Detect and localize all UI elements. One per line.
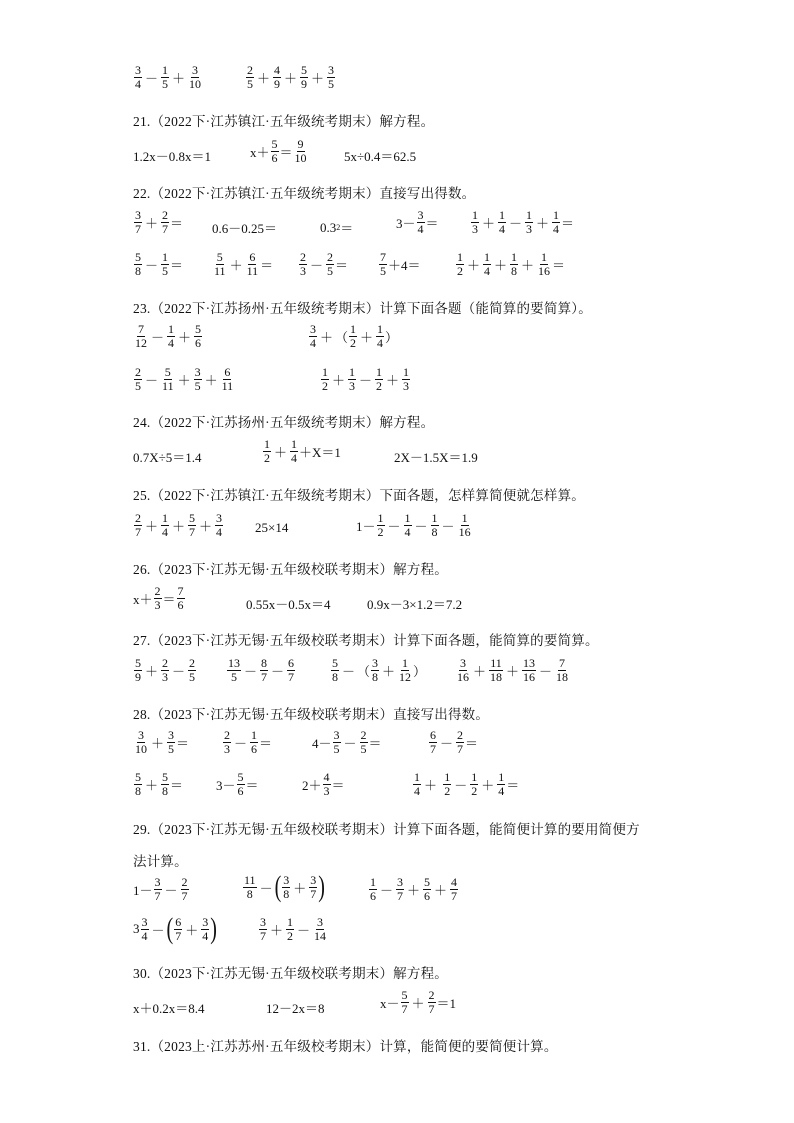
equation-q26-b: 0.55x－0.5x＝4 xyxy=(246,597,331,612)
equation-q26-c: 0.9x－3×1.2＝7.2 xyxy=(367,597,463,612)
equation-q21-a: 1.2x－0.8x＝1 xyxy=(133,149,212,164)
expression-q22-b: 0.6－0.25＝ xyxy=(212,221,278,236)
expression-q22-c: 0.3 2 ＝ xyxy=(320,219,354,236)
question-29-heading: 29.（2023下·江苏无锡·五年级校联考期末）计算下面各题，能简便计算的要用简便方 xyxy=(133,822,640,837)
question-25-heading: 25.（2022下·江苏镇江·五年级统考期末）下面各题，怎样算简便就怎样算。 xyxy=(133,488,585,503)
expression-q23-c: $\frac{2}{5}$ － $\frac{5}{11}$ ＋ $\frac{3}{5}$ ＋ $\frac{6}{11}$ xyxy=(135,365,234,393)
question-31-heading: 31.（2023上·江苏苏州·五年级校考期末）计算，能简便的要简便计算。 xyxy=(133,1039,558,1054)
expression-q27-a: $\frac{5}{9}$ ＋ $\frac{2}{3}$ － $\frac{2}{5}$ xyxy=(135,656,196,684)
equation-q24-c: 2X－1.5X＝1.9 xyxy=(394,450,478,465)
expression-q25-c: 1－ $\frac{1}{2}$ － $\frac{1}{4}$ － $\frac{1}{8}$ － $\frac{1}{16}$ xyxy=(356,511,471,539)
expression-q22-f: $\frac{5}{8}$ － $\frac{1}{5}$ ＝ xyxy=(135,250,184,278)
question-26-heading: 26.（2023下·江苏无锡·五年级校联考期末）解方程。 xyxy=(133,562,448,577)
expression-q22-h: $\frac{2}{3}$ － $\frac{2}{5}$ ＝ xyxy=(300,250,349,278)
expression-q27-c: $\frac{5}{8}$ － （ $\frac{3}{8}$ ＋ $\frac{1}{12}$ ） xyxy=(332,656,427,684)
expression-q23-d: $\frac{1}{2}$ ＋ $\frac{1}{3}$ － $\frac{1}{2}$ ＋ $\frac{1}{3}$ xyxy=(322,365,410,393)
question-21-heading: 21.（2022下·江苏镇江·五年级统考期末）解方程。 xyxy=(133,114,435,129)
expression-q27-d: $\frac{3}{16}$ ＋ $\frac{11}{18}$ ＋ $\frac{13}{16}$ － $\frac{7}{18}$ xyxy=(457,656,569,684)
question-22-heading: 22.（2022下·江苏镇江·五年级统考期末）直接写出得数。 xyxy=(133,186,476,201)
expression-q28-h: $\frac{1}{4}$ ＋ $\frac{1}{2}$ － $\frac{1}{2}$ ＋ $\frac{1}{4}$ ＝ xyxy=(414,770,520,798)
question-29-heading-cont: 法计算。 xyxy=(133,854,188,869)
expression-q22-e: $\frac{1}{3}$ ＋ $\frac{1}{4}$ － $\frac{1}{3}$ ＋ $\frac{1}{4}$ ＝ xyxy=(472,208,575,236)
expression-q28-f: 3－ $\frac{5}{6}$ ＝ xyxy=(216,770,259,798)
expression-q23-a: $\frac{7}{12}$ － $\frac{1}{4}$ ＋ $\frac{5}{6}$ xyxy=(135,322,202,350)
expression-q28-d: $\frac{6}{7}$ － $\frac{2}{7}$ ＝ xyxy=(430,728,479,756)
question-28-heading: 28.（2023下·江苏无锡·五年级校联考期末）直接写出得数。 xyxy=(133,707,490,722)
expression-q20-b: $\frac{2}{5}$ ＋ $\frac{4}{9}$ ＋ $\frac{5}{9}$ ＋ $\frac{3}{5}$ xyxy=(247,63,335,91)
expression-q29-e: $\frac{3}{7}$ ＋ $\frac{1}{2}$ － $\frac{3}{14}$ xyxy=(260,915,327,943)
expression-q29-b: $\frac{11}{8}$ － ( $\frac{3}{8}$ ＋ $\frac{3}{7}$ ) xyxy=(244,870,325,904)
expression-q28-b: $\frac{2}{3}$ － $\frac{1}{6}$ ＝ xyxy=(224,728,273,756)
expression-q29-c: $\frac{1}{6}$ － $\frac{3}{7}$ ＋ $\frac{5}{6}$ ＋ $\frac{4}{7}$ xyxy=(370,875,458,903)
expression-q29-a: 1－ $\frac{3}{7}$ － $\frac{2}{7}$ xyxy=(133,875,188,903)
equation-q24-b: $\frac{1}{2}$ ＋ $\frac{1}{4}$ ＋X＝1 xyxy=(264,437,341,465)
equation-q24-a: 0.7X÷5＝1.4 xyxy=(133,450,202,465)
expression-q28-g: 2＋ $\frac{4}{3}$ ＝ xyxy=(302,770,345,798)
expression-q23-b: $\frac{3}{4}$ ＋ （ $\frac{1}{2}$ ＋ $\frac{1}{4}$ ） xyxy=(310,322,399,350)
equation-q21-b: x＋ $\frac{5}{6}$ ＝ $\frac{9}{10}$ xyxy=(250,137,307,165)
expression-q25-b: 25×14 xyxy=(255,520,289,535)
expression-q25-a: $\frac{2}{7}$ ＋ $\frac{1}{4}$ ＋ $\frac{5}{7}$ ＋ $\frac{3}{4}$ xyxy=(135,511,223,539)
equation-q26-a: x＋ $\frac{2}{3}$ ＝ $\frac{7}{6}$ xyxy=(133,584,184,612)
question-24-heading: 24.（2022下·江苏扬州·五年级统考期末）解方程。 xyxy=(133,415,435,430)
expression-q28-e: $\frac{5}{8}$ ＋ $\frac{5}{8}$ ＝ xyxy=(135,770,184,798)
expression-q29-d: 3 $\frac{3}{4}$ － ( $\frac{6}{7}$ ＋ $\frac{3}{4}$ ) xyxy=(133,912,217,946)
expression-q22-d: 3－ $\frac{3}{4}$ ＝ xyxy=(396,208,439,236)
expression-q28-c: 4－ $\frac{3}{5}$ － $\frac{2}{5}$ ＝ xyxy=(312,728,382,756)
equation-q30-a: x＋0.2x＝8.4 xyxy=(133,1001,205,1016)
expression-q22-i: $\frac{7}{5}$ ＋4＝ xyxy=(380,250,421,278)
question-27-heading: 27.（2023下·江苏无锡·五年级校联考期末）计算下面各题，能简算的要简算。 xyxy=(133,633,599,648)
expression-q20-a: $\frac{3}{4}$ － $\frac{1}{5}$ ＋ $\frac{3}{10}$ xyxy=(135,63,202,91)
expression-q22-g: $\frac{5}{11}$ ＋ $\frac{6}{11}$ ＝ xyxy=(214,250,274,278)
expression-q27-b: $\frac{13}{5}$ － $\frac{8}{7}$ － $\frac{6}{7}$ xyxy=(228,656,295,684)
expression-q28-a: $\frac{3}{10}$ ＋ $\frac{3}{5}$ ＝ xyxy=(135,728,190,756)
equation-q30-b: 12－2x＝8 xyxy=(266,1001,325,1016)
equation-q30-c: x－ $\frac{5}{7}$ ＋ $\frac{2}{7}$ ＝1 xyxy=(380,988,457,1016)
question-30-heading: 30.（2023下·江苏无锡·五年级校联考期末）解方程。 xyxy=(133,966,448,981)
equation-q21-c: 5x÷0.4＝62.5 xyxy=(344,149,417,164)
question-23-heading: 23.（2022下·江苏扬州·五年级统考期末）计算下面各题（能简算的要简算）。 xyxy=(133,301,592,316)
expression-q22-a: $\frac{3}{7}$ ＋ $\frac{2}{7}$ ＝ xyxy=(135,208,184,236)
expression-q22-j: $\frac{1}{2}$ ＋ $\frac{1}{4}$ ＋ $\frac{1}{8}$ ＋ $\frac{1}{16}$ ＝ xyxy=(457,250,566,278)
